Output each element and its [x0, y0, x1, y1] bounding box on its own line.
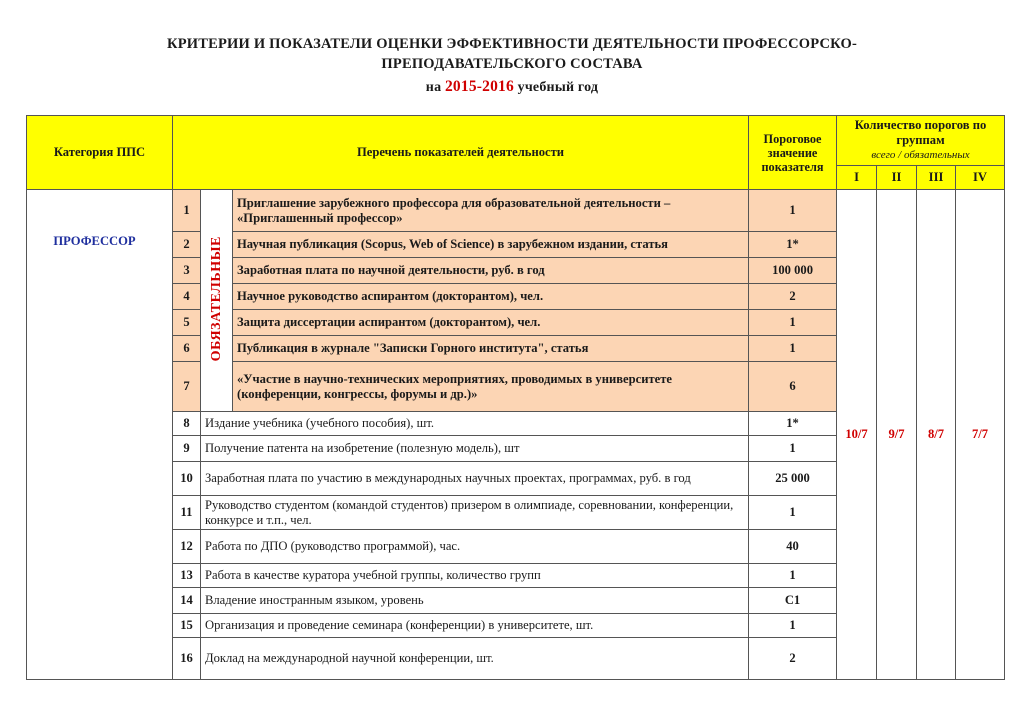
indicator-text: Издание учебника (учебного пособия), шт.	[201, 412, 749, 436]
group-ii-value: 9/7	[877, 190, 917, 680]
indicator-text: «Участие в научно-технических мероприятиях, проводимых в университете (конференции, конгрессы, форумы и др.)»	[233, 362, 749, 412]
indicator-text: Защита диссертации аспирантом (докторантом), чел.	[233, 310, 749, 336]
row-number: 8	[173, 412, 201, 436]
group-iii-value: 8/7	[917, 190, 956, 680]
threshold-value: 1	[749, 614, 837, 638]
threshold-value: 100 000	[749, 258, 837, 284]
row-number: 13	[173, 564, 201, 588]
header-groups-subtitle: всего / обязательных	[871, 149, 970, 161]
header-group-i: I	[837, 166, 877, 190]
threshold-value: 1	[749, 310, 837, 336]
threshold-value: 1	[749, 564, 837, 588]
row-number: 12	[173, 530, 201, 564]
row-number: 6	[173, 336, 201, 362]
header-threshold: Пороговое значение показателя	[749, 116, 837, 190]
threshold-value: 6	[749, 362, 837, 412]
row-number: 9	[173, 436, 201, 462]
academic-year-line	[0, 78, 1024, 96]
indicator-text: Владение иностранным языком, уровень	[201, 588, 749, 614]
indicator-text: Доклад на международной научной конференции, шт.	[201, 638, 749, 680]
threshold-value: 1	[749, 190, 837, 232]
criteria-table	[26, 115, 1005, 680]
threshold-value: 40	[749, 530, 837, 564]
mandatory-label	[201, 190, 233, 412]
threshold-value: 1*	[749, 412, 837, 436]
row-number: 7	[173, 362, 201, 412]
category-professor: ПРОФЕССОР	[27, 190, 173, 680]
indicator-text: Научная публикация (Scopus, Web of Science) в зарубежном издании, статья	[233, 232, 749, 258]
document-title-line-2: ПРЕПОДАВАТЕЛЬСКОГО СОСТАВА	[381, 56, 643, 72]
row-number: 14	[173, 588, 201, 614]
indicator-text: Руководство студентом (командой студентов) призером в олимпиаде, соревновании, конференции, конкурсе и т.п., чел.	[201, 496, 749, 530]
row-number: 5	[173, 310, 201, 336]
threshold-value: 1	[749, 336, 837, 362]
header-indicator-list: Перечень показателей деятельности	[173, 116, 749, 190]
threshold-value: 2	[749, 638, 837, 680]
group-iv-value: 7/7	[956, 190, 1005, 680]
academic-year: 2015-2016	[444, 78, 514, 95]
mandatory-label-text: ОБЯЗАТЕЛЬНЫЕ	[209, 235, 224, 362]
row-number: 3	[173, 258, 201, 284]
threshold-value: 1*	[749, 232, 837, 258]
threshold-value: 2	[749, 284, 837, 310]
header-groups-title: Количество порогов по группам	[854, 118, 987, 147]
row-number: 2	[173, 232, 201, 258]
row-number: 16	[173, 638, 201, 680]
year-suffix: учебный год	[517, 80, 599, 95]
indicator-text: Заработная плата по научной деятельности, руб. в год	[233, 258, 749, 284]
indicator-text: Заработная плата по участию в международных научных проектах, программах, руб. в год	[201, 462, 749, 496]
indicator-text: Работа по ДПО (руководство программой), час.	[201, 530, 749, 564]
indicator-text: Работа в качестве куратора учебной группы, количество групп	[201, 564, 749, 588]
indicator-text: Научное руководство аспирантом (докторантом), чел.	[233, 284, 749, 310]
indicator-text: Получение патента на изобретение (полезную модель), шт	[201, 436, 749, 462]
header-group-iv: IV	[956, 166, 1005, 190]
row-number: 11	[173, 496, 201, 530]
row-number: 1	[173, 190, 201, 232]
table-row	[27, 190, 1005, 232]
indicator-text: Приглашение зарубежного профессора для образовательной деятельности – «Приглашенный профессор»	[233, 190, 749, 232]
threshold-value: 1	[749, 436, 837, 462]
row-number: 10	[173, 462, 201, 496]
header-groups	[837, 116, 1005, 166]
document-title-line-1: КРИТЕРИИ И ПОКАЗАТЕЛИ ОЦЕНКИ ЭФФЕКТИВНОСТИ ДЕЯТЕЛЬНОСТИ ПРОФЕССОРСКО-	[166, 36, 857, 52]
threshold-value: C1	[749, 588, 837, 614]
year-prefix: на	[425, 80, 442, 95]
header-group-ii: II	[877, 166, 917, 190]
group-i-value: 10/7	[837, 190, 877, 680]
threshold-value: 1	[749, 496, 837, 530]
threshold-value: 25 000	[749, 462, 837, 496]
indicator-text: Публикация в журнале "Записки Горного института", статья	[233, 336, 749, 362]
header-category: Категория ППС	[27, 116, 173, 190]
indicator-text: Организация и проведение семинара (конференции) в университете, шт.	[201, 614, 749, 638]
row-number: 4	[173, 284, 201, 310]
header-group-iii: III	[917, 166, 956, 190]
row-number: 15	[173, 614, 201, 638]
